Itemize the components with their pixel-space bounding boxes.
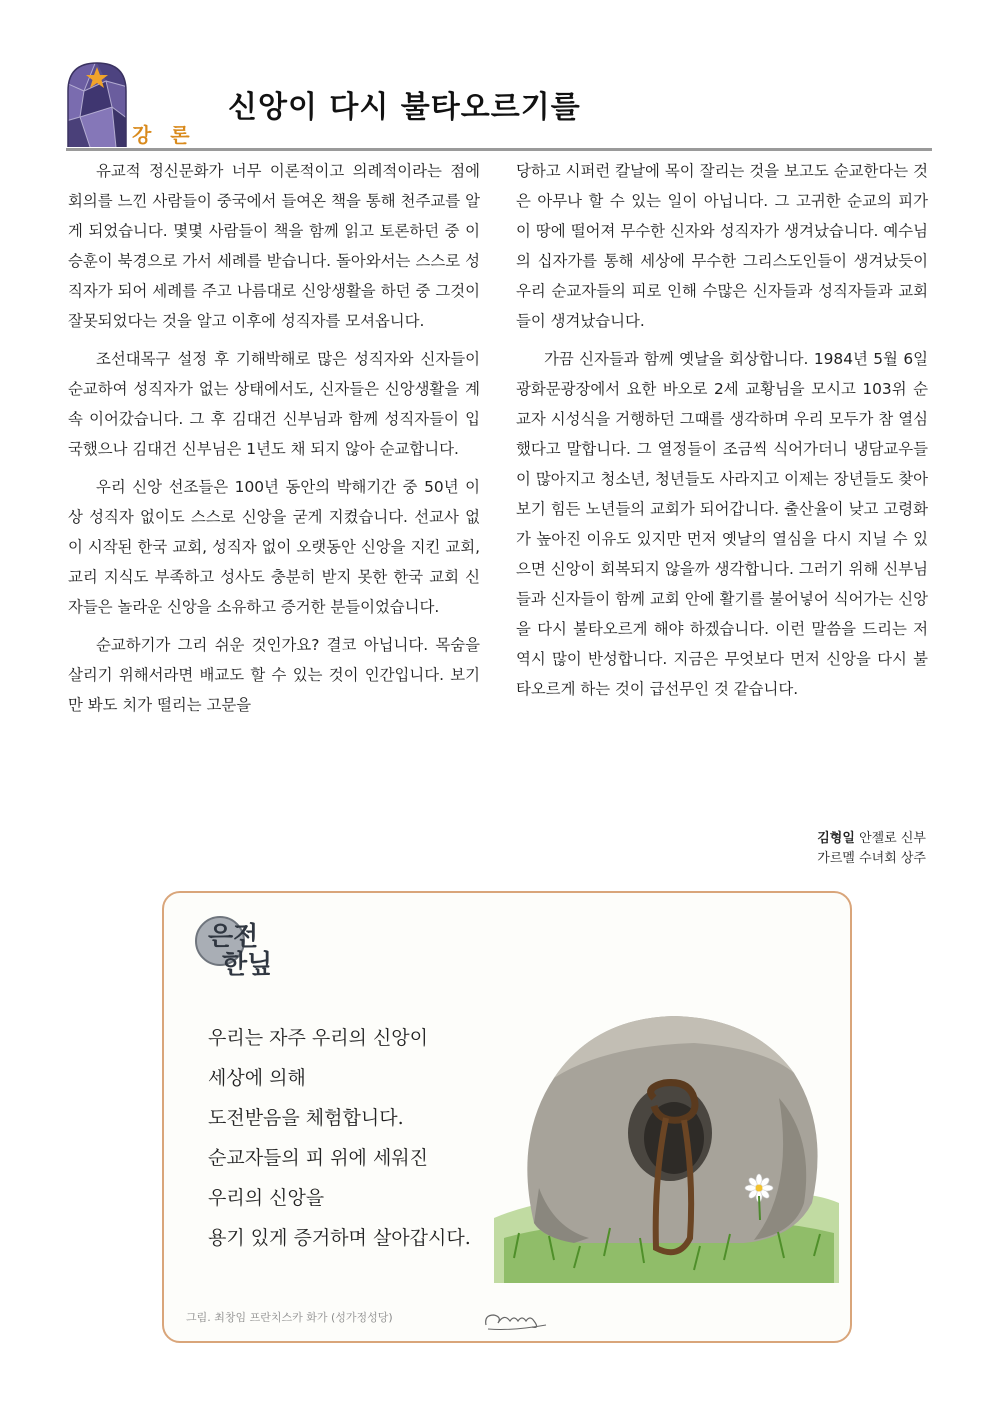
page-title: 신앙이 다시 불타오르기를 — [228, 90, 581, 125]
logo-text-top: 은전 — [208, 922, 259, 952]
article-column-left — [68, 156, 480, 728]
verse-line: 우리의 신앙을 — [208, 1187, 325, 1209]
title-divider — [66, 148, 932, 151]
illustration-card — [162, 891, 852, 1343]
verse-line: 도전받음을 체험합니다. — [208, 1107, 404, 1129]
article-column-right — [516, 156, 928, 712]
paragraph: 유교적 정신문화가 너무 이론적이고 의례적이라는 점에 회의를 느낀 사람들이 중국에서 들여온 책을 통해 천주교를 알게 되었습니다. 몇몇 사람들이 책을 함께 읽고 토론하던 중 이승훈이 북경으로 가서 세례를 받습니다. 돌아와서는 스스로 성직자가 되어 세례를 주고 나름대로 신앙생활을 하던 중 그것이 잘못되었다는 것을 알고 이후에 성직자를 모셔옵니다. — [68, 162, 480, 330]
paragraph: 우리 신앙 선조들은 100년 동안의 박해기간 중 50년 이상 성직자 없이도 스스로 신앙을 굳게 지켰습니다. 선교사 없이 시작된 한국 교회, 성직자 없이 오랫동안 신앙을 지킨 교회, 교리 지식도 부족하고 성사도 충분히 받지 못한 한국 교회 신자들은 놀라운 신앙을 소유하고 증거한 분들이었습니다. — [68, 478, 480, 616]
logo-text-bottom: 한닢 — [222, 950, 273, 980]
coin-logo-icon — [182, 905, 292, 985]
author-name: 김형일 — [817, 831, 855, 846]
section-label: 강 론 — [132, 123, 196, 147]
verse-line: 용기 있게 증거하며 살아갑시다. — [208, 1227, 471, 1249]
millstone-illustration — [494, 988, 839, 1283]
verse-line: 우리는 자주 우리의 신앙이 — [208, 1027, 429, 1049]
verse-line: 순교자들의 피 위에 세워진 — [208, 1147, 429, 1169]
paragraph: 당하고 시퍼런 칼날에 목이 잘리는 것을 보고도 순교한다는 것은 아무나 할 수 있는 일이 아닙니다. 그 고귀한 순교의 피가 이 땅에 떨어져 무수한 신자와 성직자가 생겨났습니다. 예수님의 십자가를 통해 세상에 무수한 그리스도인들이 생겨났듯이 우리 순교자들의 피로 인해 수많은 신자들과 성직자들과 교회들이 생겨났습니다. — [516, 162, 928, 330]
verse-line: 세상에 의해 — [208, 1067, 306, 1089]
artist-signature — [482, 1307, 552, 1333]
author-affiliation: 가르멜 수녀회 상주 — [817, 851, 926, 866]
stained-glass-icon — [66, 61, 128, 147]
paragraph: 조선대목구 설정 후 기해박해로 많은 성직자와 신자들이 순교하여 성직자가 없는 상태에서도, 신자들은 신앙생활을 계속 이어갔습니다. 그 후 김대건 신부님과 함께 성직자들이 입국했으나 김대건 신부님은 1년도 채 되지 않아 순교합니다. — [68, 350, 480, 458]
author-role: 안젤로 신부 — [859, 831, 926, 846]
paragraph: 순교하기가 그리 쉬운 것인가요? 결코 아닙니다. 목숨을 살리기 위해서라면 배교도 할 수 있는 것이 인간입니다. 보기만 봐도 치가 떨리는 고문을 — [68, 636, 480, 714]
author-block — [817, 829, 926, 869]
illustration-credit: 그림. 최창임 프란치스카 화가 (성가정성당) — [186, 1311, 393, 1324]
verse-block — [208, 1018, 471, 1258]
paragraph: 가끔 신자들과 함께 옛날을 회상합니다. 1984년 5월 6일 광화문광장에서 요한 바오로 2세 교황님을 모시고 103위 순교자 시성식을 거행하던 그때를 생각하며 우리 모두가 참 열심했다고 말합니다. 그 열정들이 조금씩 식어가더니 냉담교우들이 많아지고 청소년, 청년들도 사라지고 이제는 장년들도 찾아보기 힘든 노년들의 교회가 되어갑니다. 출산율이 낮고 고령화가 높아진 이유도 있지만 먼저 옛날의 열심을 다시 지닐 수 있으면 신앙이 회복되지 않을까 생각합니다. 그러기 위해 신부님들과 신자들이 함께 교회 안에 활기를 불어넣어 식어가는 신앙을 다시 불타오르게 해야 하겠습니다. 이런 말씀을 드리는 저 역시 많이 반성합니다. 지금은 무엇보다 먼저 신앙을 다시 불타오르게 하는 것이 급선무인 것 같습니다. — [516, 350, 928, 698]
